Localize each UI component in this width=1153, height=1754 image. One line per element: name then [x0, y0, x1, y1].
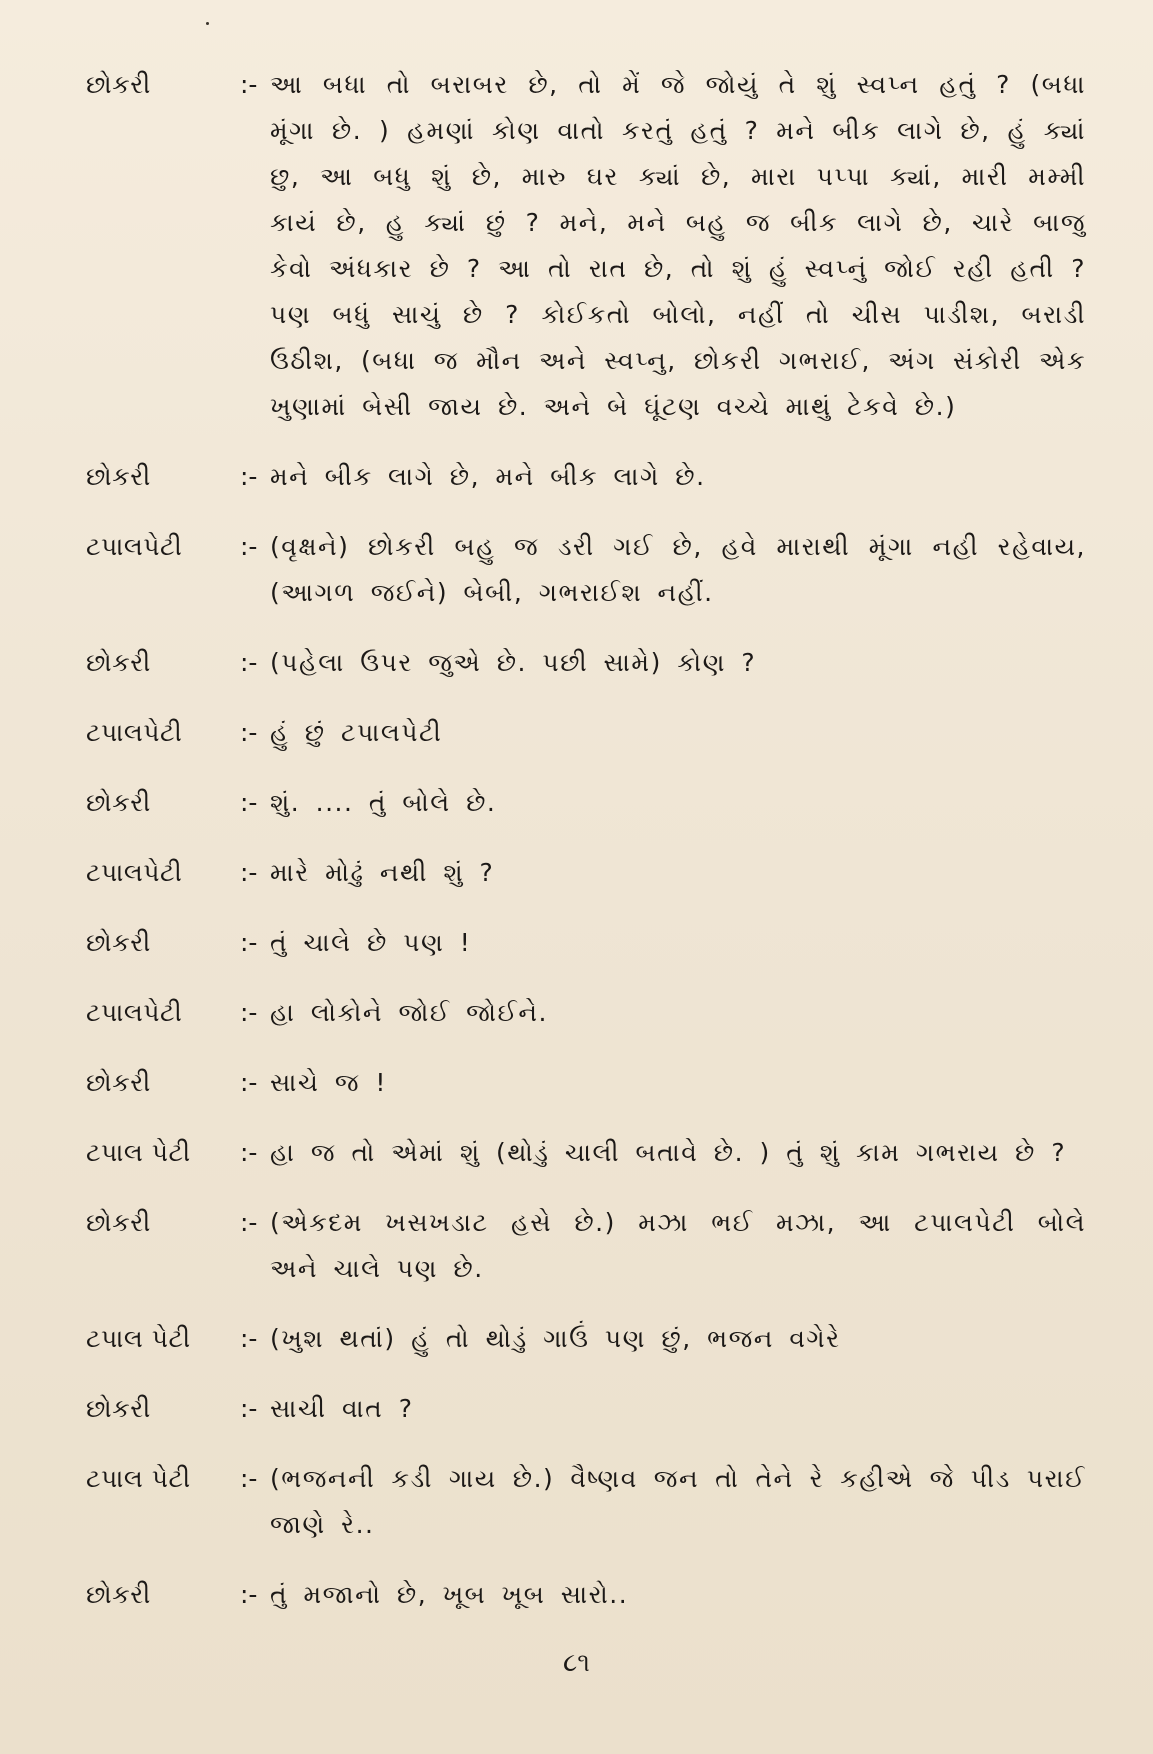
separator: :- [240, 788, 258, 817]
dialogue-line [86, 780, 1086, 826]
separator: :- [240, 1208, 258, 1237]
dialogue-line [86, 1572, 1086, 1618]
separator: :- [240, 70, 258, 99]
separator: :- [240, 1068, 258, 1097]
dialogue-line [86, 1386, 1086, 1432]
dialogue-text: મારે મોઢું નથી શું ? [270, 858, 495, 887]
separator: :- [240, 1138, 258, 1167]
dialogue-line [86, 1130, 1086, 1176]
dialogue-text: (એકદમ ખસખડાટ હસે છે.) મઝા ભઈ મઝા, આ ટપાલપેટી બોલે અને ચાલે પણ છે. [270, 1208, 1086, 1283]
separator: :- [240, 1324, 258, 1353]
speaker-name: ટપાલ પેટી [86, 1464, 191, 1493]
dialogue-text: તું મજાનો છે, ખૂબ ખૂબ સારો.. [270, 1580, 629, 1609]
dialogue-line [86, 524, 1086, 616]
dialogue-line [86, 1456, 1086, 1548]
speaker-name: ટપાલપેટી [86, 718, 183, 747]
dialogue-text: સાચે જ ! [270, 1068, 387, 1097]
separator: :- [240, 998, 258, 1027]
dialogue-text: આ બધા તો બરાબર છે, તો મેં જે જોયું તે શું સ્વપ્ન હતું ? (બધા મૂંગા છે. ) હમણાં કોણ વાતો કરતું હતું ? મને બીક લાગે છે, હું ક્યાં છુ, આ બધુ શું છે, મારુ ઘર ક્યાં છે, મારા પપ્પા ક્યાં, મારી મમ્મી કાયં છે, હુ ક્યાં છું ? મને, મને બહુ જ બીક લાગે છે, ચારે બાજુ કેવો અંધકાર છે ? આ તો રાત છે, તો શું હું સ્વપ્નું જોઈ રહી હતી ? પણ બધું સાચું છે ? કોઈકતો બોલો, નહીં તો ચીસ પાડીશ, બરાડી ઉઠીશ, (બધા જ મૌન અને સ્વપ્નુ, છોકરી ગભરાઈ, અંગ સંકોરી એક ખુણામાં બેસી જાય છે. અને બે ઘૂંટણ વચ્ચે માથું ટેકવે છે.) [270, 70, 1086, 421]
separator: :- [240, 648, 258, 677]
dialogue-text: (વૃક્ષને) છોકરી બહુ જ ડરી ગઈ છે, હવે મારાથી મૂંગા નહી રહેવાય, (આગળ જઈને) બેબી, ગભરાઈશ નહીં. [270, 532, 1086, 607]
dialogue-line [86, 1060, 1086, 1106]
separator: :- [240, 1394, 258, 1423]
dialogue-text: હા જ તો એમાં શું (થોડું ચાલી બતાવે છે. ) તું શું કામ ગભરાય છે ? [270, 1138, 1067, 1167]
separator: :- [240, 718, 258, 747]
dialogue-line [86, 710, 1086, 756]
dialogue-text: (ખુશ થતાં) હું તો થોડું ગાઉં પણ છું, ભજન વગેરે [270, 1324, 841, 1353]
speaker-name: છોકરી [86, 648, 151, 677]
dialogue-line [86, 1316, 1086, 1362]
dialogue-line [86, 454, 1086, 500]
separator: :- [240, 1580, 258, 1609]
speaker-name: ટપાલપેટી [86, 998, 183, 1027]
dialogue-line [86, 850, 1086, 896]
dialogue-text: મને બીક લાગે છે, મને બીક લાગે છે. [270, 462, 706, 491]
dialogue-line [86, 1200, 1086, 1292]
speaker-name: છોકરી [86, 788, 151, 817]
dialogue-text: તું ચાલે છે પણ ! [270, 928, 472, 957]
speaker-name: ટપાલપેટી [86, 532, 183, 561]
dialogue-line [86, 920, 1086, 966]
dialogue-text: શું. .... તું બોલે છે. [270, 788, 497, 817]
dialogue-line [86, 990, 1086, 1036]
separator: :- [240, 532, 258, 561]
dialogue-text: હા લોકોને જોઈ જોઈને. [270, 998, 548, 1027]
separator: :- [240, 1464, 258, 1493]
separator: :- [240, 858, 258, 887]
speaker-name: ટપાલપેટી [86, 858, 183, 887]
speaker-name: છોકરી [86, 462, 151, 491]
speaker-name: છોકરી [86, 70, 151, 99]
separator: :- [240, 928, 258, 957]
speaker-name: છોકરી [86, 1068, 151, 1097]
dialogue-text: (પહેલા ઉપર જુએ છે. પછી સામે) કોણ ? [270, 648, 757, 677]
ink-speck [206, 22, 209, 25]
dialogue-text: (ભજનની કડી ગાય છે.) વૈષ્ણવ જન તો તેને રે કહીએ જે પીડ પરાઈ જાણે રે.. [270, 1464, 1086, 1539]
speaker-name: છોકરી [86, 1394, 151, 1423]
dialogue-text: હું છું ટપાલપેટી [270, 718, 443, 747]
speaker-name: ટપાલ પેટી [86, 1138, 191, 1167]
dialogue-line [86, 640, 1086, 686]
speaker-name: છોકરી [86, 1208, 151, 1237]
speaker-name: ટપાલ પેટી [86, 1324, 191, 1353]
speaker-name: છોકરી [86, 928, 151, 957]
dialogue-line [86, 62, 1086, 430]
dialogue-block [86, 62, 1086, 1642]
speaker-name: છોકરી [86, 1580, 151, 1609]
dialogue-text: સાચી વાત ? [270, 1394, 414, 1423]
separator: :- [240, 462, 258, 491]
page-number: ૮૧ [562, 1648, 591, 1678]
